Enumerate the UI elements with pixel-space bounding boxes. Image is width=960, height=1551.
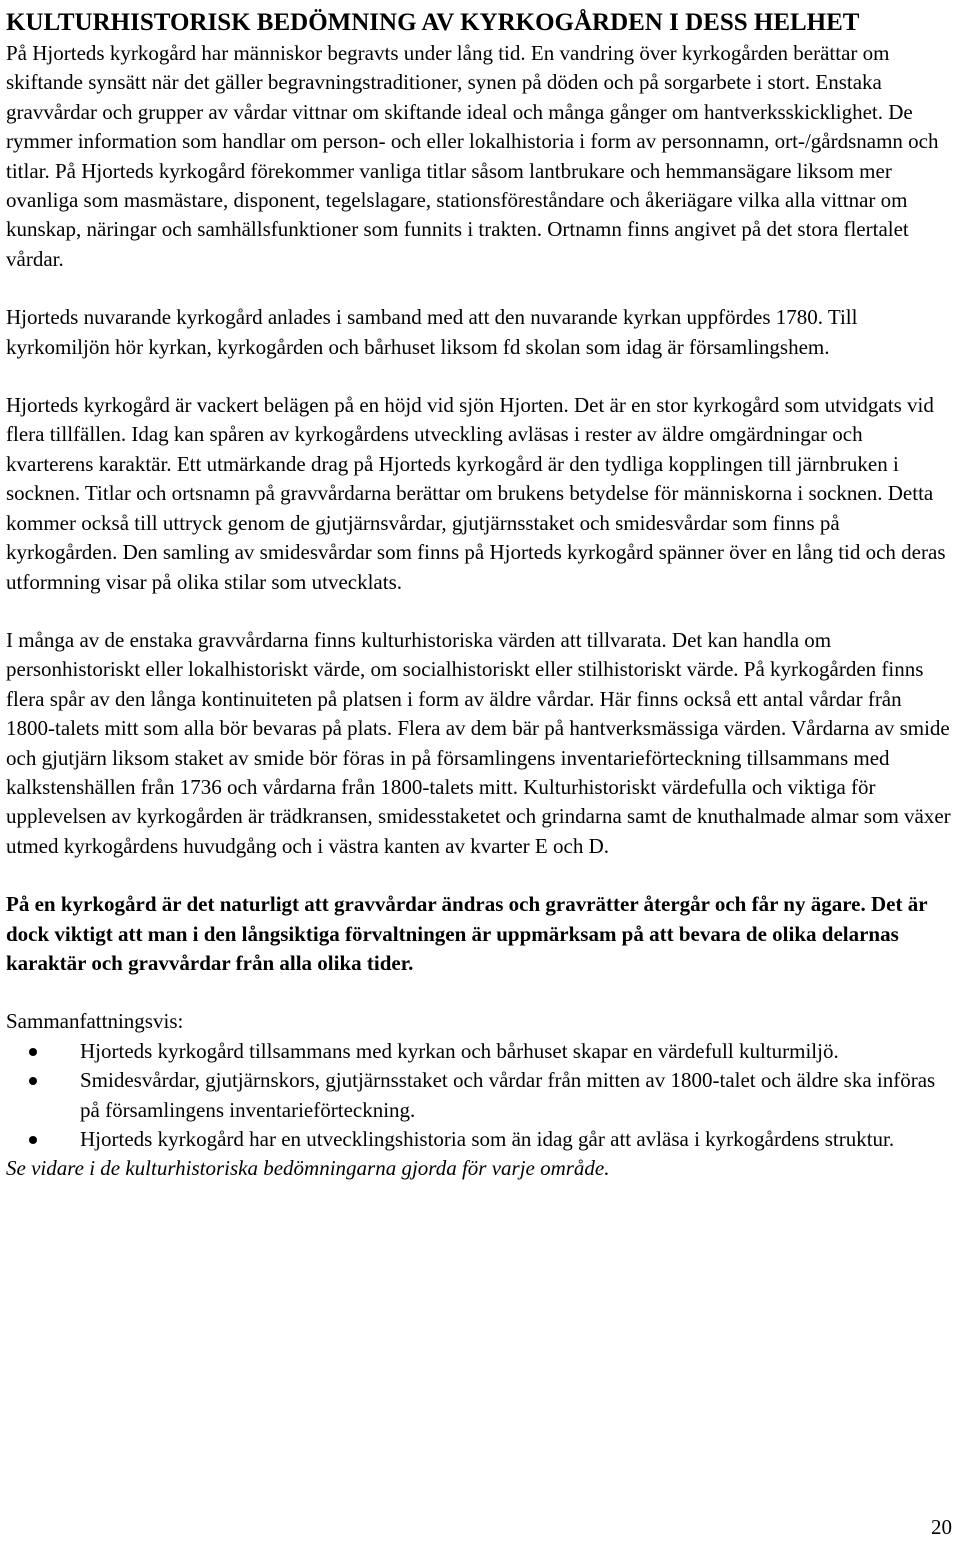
summary-list	[6, 1037, 954, 1155]
page-title: KULTURHISTORISK BEDÖMNING AV KYRKOGÅRDEN I DESS HELHET	[6, 9, 860, 36]
list-item	[6, 1066, 954, 1125]
list-item-text: Hjorteds kyrkogård har en utvecklingshistoria som än idag går att avläsa i kyrkogårdens struktur.	[80, 1127, 895, 1151]
bullet-icon	[29, 1077, 37, 1085]
summary-label: Sammanfattningsvis:	[6, 1009, 184, 1034]
values-paragraph: I många av de enstaka gravvårdarna finns kulturhistoriska värden att tillvarata. Det kan handla om personhistoriskt eller lokalhistoriskt värde, om socialhistoriskt eller stilhistoriskt värde. På kyrkogården finns flera spår av den långa kontinuiteten på platsen i form av äldre vårdar. Här finns också ett antal vårdar från 1800-talets mitt som alla bör bevaras på plats. Flera av dem bär på hantverksmässiga värden. Vårdarna av smide och gjutjärn liksom staket av smide bör föras in på församlingens inventarieförteckning tillsammans med kalkstenshällen från 1736 och vårdarna från 1800-talets mitt. Kulturhistoriskt värdefulla och viktiga för upplevelsen av kyrkogården är trädkransen, smidesstaketet och grindarna samt de knuthalmade almar som växer utmed kyrkogårdens huvudgång och i västra kanten av kvarter E och D.	[6, 627, 951, 858]
bullet-icon	[29, 1136, 37, 1144]
list-item	[6, 1037, 954, 1066]
history-paragraph: Hjorteds nuvarande kyrkogård anlades i samband med att den nuvarande kyrkan uppfördes 1780. Till kyrkomiljön hör kyrkan, kyrkogården och bårhuset liksom fd skolan som idag är församlingshem.	[6, 305, 858, 359]
closing-note: Se vidare i de kulturhistoriska bedömningarna gjorda för varje område.	[6, 1156, 610, 1181]
document-page	[6, 0, 954, 1184]
page-number: 20	[931, 1515, 952, 1539]
bullet-icon	[29, 1048, 37, 1056]
list-item	[6, 1125, 954, 1154]
location-paragraph: Hjorteds kyrkogård är vackert belägen på en höjd vid sjön Hjorten. Det är en stor kyrkogård som utvidgats vid flera tillfällen. Idag kan spåren av kyrkogårdens utveckling avläsas i rester av äldre omgärdningar och kvarterens karaktär. Ett utmärkande drag på Hjorteds kyrkogård är den tydliga kopplingen till järnbruken i socknen. Titlar och ortsnamn på gravvårdarna berättar om brukens betydelse för människorna i socknen. Detta kommer också till uttryck genom de gjutjärnsvårdar, gjutjärnsstaket och smidesvårdar som finns på kyrkogården. Den samling av smidesvårdar som finns på Hjorteds kyrkogård spänner över en lång tid och deras utformning visar på olika stilar som utvecklats.	[6, 393, 946, 594]
list-item-text: Hjorteds kyrkogård tillsammans med kyrkan och bårhuset skapar en värdefull kulturmiljö.	[80, 1038, 839, 1063]
list-item-text: Smidesvårdar, gjutjärnskors, gjutjärnsstaket och vårdar från mitten av 1800-talet och äldre ska införas på församlingens inventarieförteckning.	[80, 1068, 936, 1122]
management-paragraph: På en kyrkogård är det naturligt att gravvårdar ändras och gravrätter återgår och får ny ägare. Det är dock viktigt att man i den långsiktiga förvaltningen är uppmärksam på att bevara de olika delarnas karaktär och gravvårdar från alla olika tider.	[6, 892, 928, 975]
intro-paragraph: På Hjorteds kyrkogård har människor begravts under lång tid. En vandring över kyrkogården berättar om skiftande synsätt när det gäller begravningstraditioner, synen på döden och på sorgarbete i stort. Enstaka gravvårdar och grupper av vårdar vittnar om skiftande ideal och många gånger om hantverksskicklighet. De rymmer information som handlar om person- och eller lokalhistoria i form av personnamn, ort-/gårdsnamn och titlar. På Hjorteds kyrkogård förekommer vanliga titlar såsom lantbrukare och hemmansägare liksom mer ovanliga som masmästare, disponent, tegelslagare, stationsföreståndare och åkeriägare vilka alla vittnar om kunskap, näringar och samhällsfunktioner som funnits i trakten. Ortnamn finns angivet på det stora flertalet vårdar.	[6, 41, 939, 271]
